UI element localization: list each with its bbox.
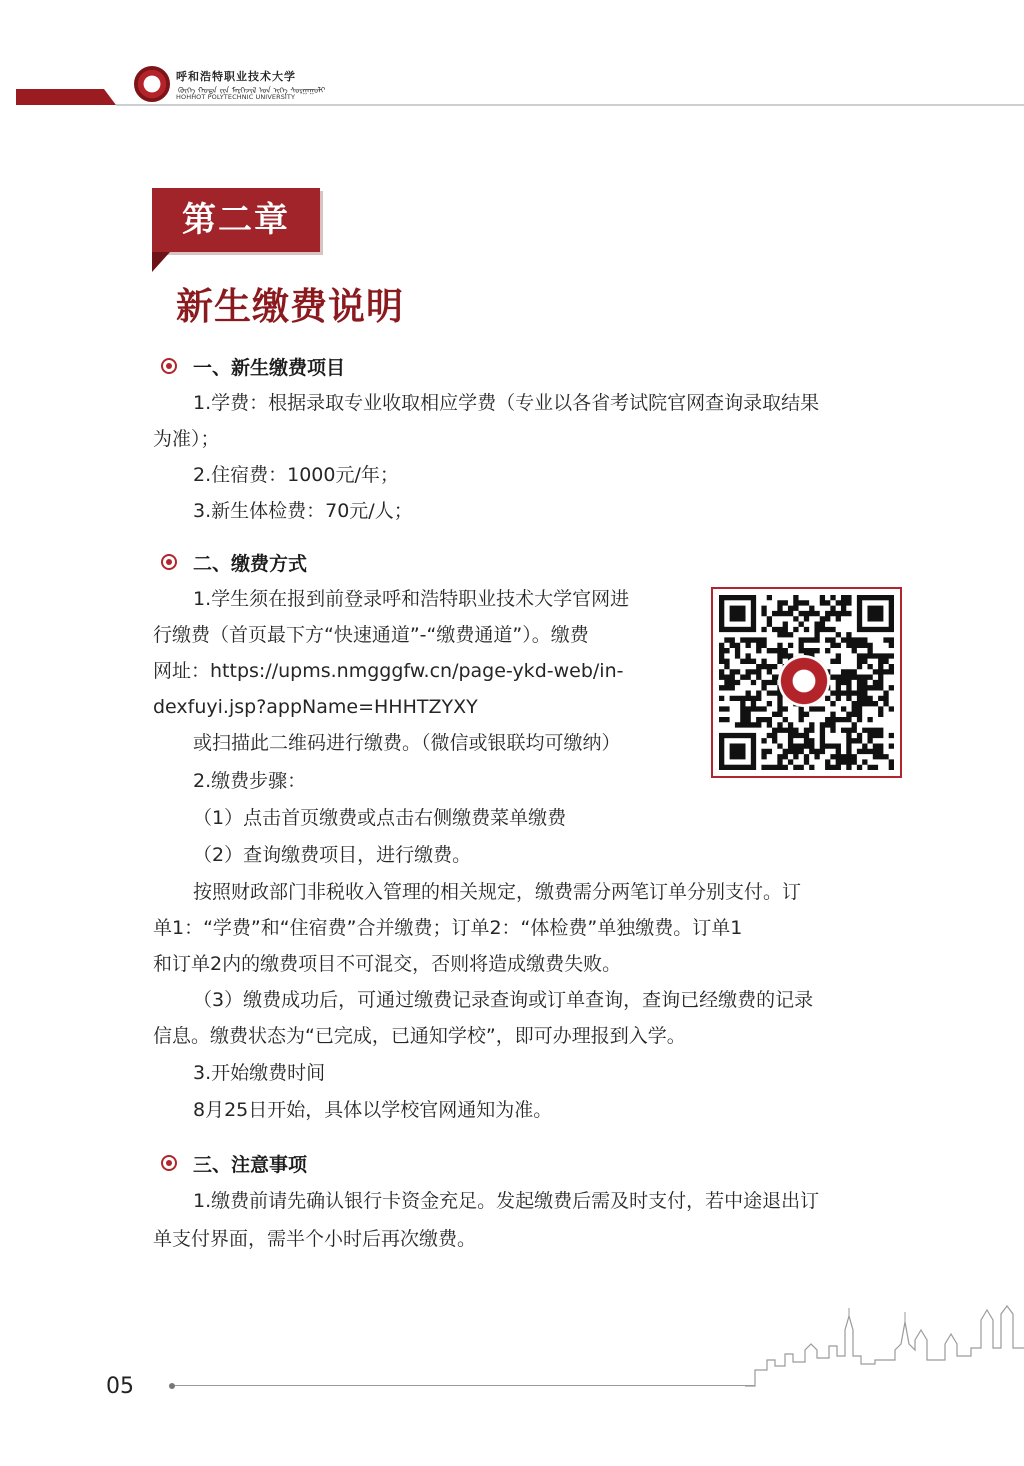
paragraph-line: 1.学费：根据录取专业收取相应学费（专业以各省考试院官网查询录取结果 (193, 392, 820, 414)
paragraph-line: （2）查询缴费项目，进行缴费。 (193, 844, 472, 866)
section-title: 三、注意事项 (193, 1154, 308, 1176)
paragraph-line: 2.缴费步骤： (193, 770, 307, 792)
paragraph-line: 1.缴费前请先确认银行卡资金充足。发起缴费后需及时支付，若中途退出订 (193, 1190, 820, 1212)
university-logo-icon (134, 66, 170, 102)
payment-url-line: dexfuyi.jsp?appName=HHHTZYXY (153, 696, 478, 718)
paragraph-line: 单支付界面，需半个小时后再次缴费。 (153, 1228, 477, 1250)
paragraph-line: 为准）； (153, 428, 220, 450)
paragraph-line: 3.新生体检费：70元/人； (193, 500, 413, 522)
paragraph-line: （3）缴费成功后，可通过缴费记录查询或订单查询，查询已经缴费的记录 (193, 989, 814, 1011)
paragraph-line: 8月25日开始，具体以学校官网通知为准。 (193, 1099, 553, 1121)
chapter-label: 第二章 (182, 200, 290, 240)
paragraph-line: 按照财政部门非税收入管理的相关规定，缴费需分两笔订单分别支付。订 (193, 881, 802, 903)
header-rule (116, 104, 1024, 106)
paragraph-line: 2.住宿费：1000元/年； (193, 464, 399, 486)
qr-seal-logo-icon (778, 655, 830, 707)
payment-url-line: 网址：https://upms.nmgggfw.cn/page-ykd-web/in- (153, 660, 624, 682)
page-number: 05 (106, 1374, 134, 1399)
footer-dot (169, 1383, 175, 1389)
paragraph-line: 行缴费（首页最下方“快速通道”-“缴费通道”）。缴费 (153, 624, 589, 646)
header-accent-bar (16, 89, 116, 105)
paragraph-line: 或扫描此二维码进行缴费。（微信或银联均可缴纳） (193, 732, 621, 754)
section-bullet-icon (161, 1155, 177, 1171)
footer-rule (175, 1385, 755, 1386)
university-name-en: HOHHOT POLYTECHNIC UNIVERSITY (176, 93, 296, 101)
university-name-mongolian: ᠬᠥᠬᠡ ᠬᠣᠲᠠ ᠵᠢᠨ ᠮᠡᠷᠭᠡᠵᠢᠯ ᠤᠨ ᠢᠬᠡ ᠰᠤᠷᠭᠠᠭᠤᠯᠢ (178, 86, 326, 95)
chapter-title: 新生缴费说明 (176, 284, 404, 328)
university-name-cn: 呼和浩特职业技术大学 (176, 70, 296, 83)
chapter-badge-fold (152, 252, 170, 272)
section-title: 一、新生缴费项目 (193, 357, 346, 379)
paragraph-line: 信息。缴费状态为“已完成，已通知学校”，即可办理报到入学。 (153, 1025, 686, 1047)
section-bullet-icon (161, 358, 177, 374)
paragraph-line: 单1：“学费”和“住宿费”合并缴费；订单2：“体检费”单独缴费。订单1 (153, 917, 743, 939)
paragraph-line: （1）点击首页缴费或点击右侧缴费菜单缴费 (193, 807, 567, 829)
paragraph-line: 1.学生须在报到前登录呼和浩特职业技术大学官网进 (193, 588, 630, 610)
paragraph-line: 3.开始缴费时间 (193, 1062, 326, 1084)
city-skyline-icon (745, 1300, 1024, 1390)
section-bullet-icon (161, 554, 177, 570)
paragraph-line: 和订单2内的缴费项目不可混交，否则将造成缴费失败。 (153, 953, 622, 975)
section-title: 二、缴费方式 (193, 553, 308, 575)
